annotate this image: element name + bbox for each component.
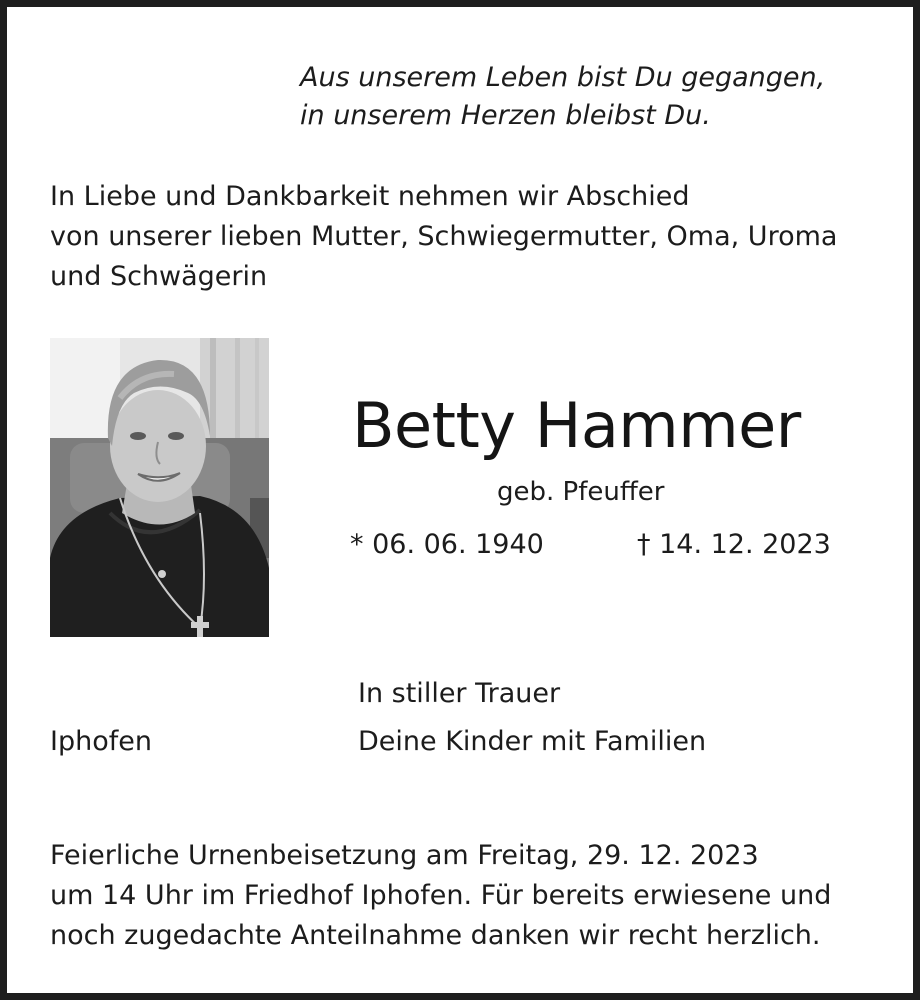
intro-line-3: und Schwägerin [50, 261, 268, 292]
funeral-line-1: Feierliche Urnenbeisetzung am Freitag, 29. 12. 2023 [50, 840, 759, 871]
death-date: † 14. 12. 2023 [637, 529, 831, 560]
memorial-quote [300, 59, 825, 135]
mourners-names: Deine Kinder mit Familien [358, 726, 707, 757]
funeral-line-3: noch zugedachte Anteilnahme danken wir recht herzlich. [50, 920, 821, 951]
farewell-intro [50, 177, 837, 297]
intro-line-2: von unserer lieben Mutter, Schwiegermutter, Oma, Uroma [50, 221, 838, 252]
mourning-phrase: In stiller Trauer [358, 678, 561, 709]
mourners-place: Iphofen [50, 726, 152, 757]
maiden-name: geb. Pfeuffer [497, 477, 665, 507]
birth-date: * 06. 06. 1940 [350, 529, 544, 560]
intro-line-1: In Liebe und Dankbarkeit nehmen wir Abschied [50, 181, 690, 212]
quote-line-1: Aus unserem Leben bist Du gegangen, [300, 62, 826, 93]
funeral-line-2: um 14 Uhr im Friedhof Iphofen. Für bereits erwiesene und [50, 880, 832, 911]
portrait-photo [50, 338, 269, 637]
funeral-details [50, 836, 831, 956]
deceased-name: Betty Hammer [352, 389, 801, 462]
quote-line-2: in unserem Herzen bleibst Du. [300, 100, 711, 131]
